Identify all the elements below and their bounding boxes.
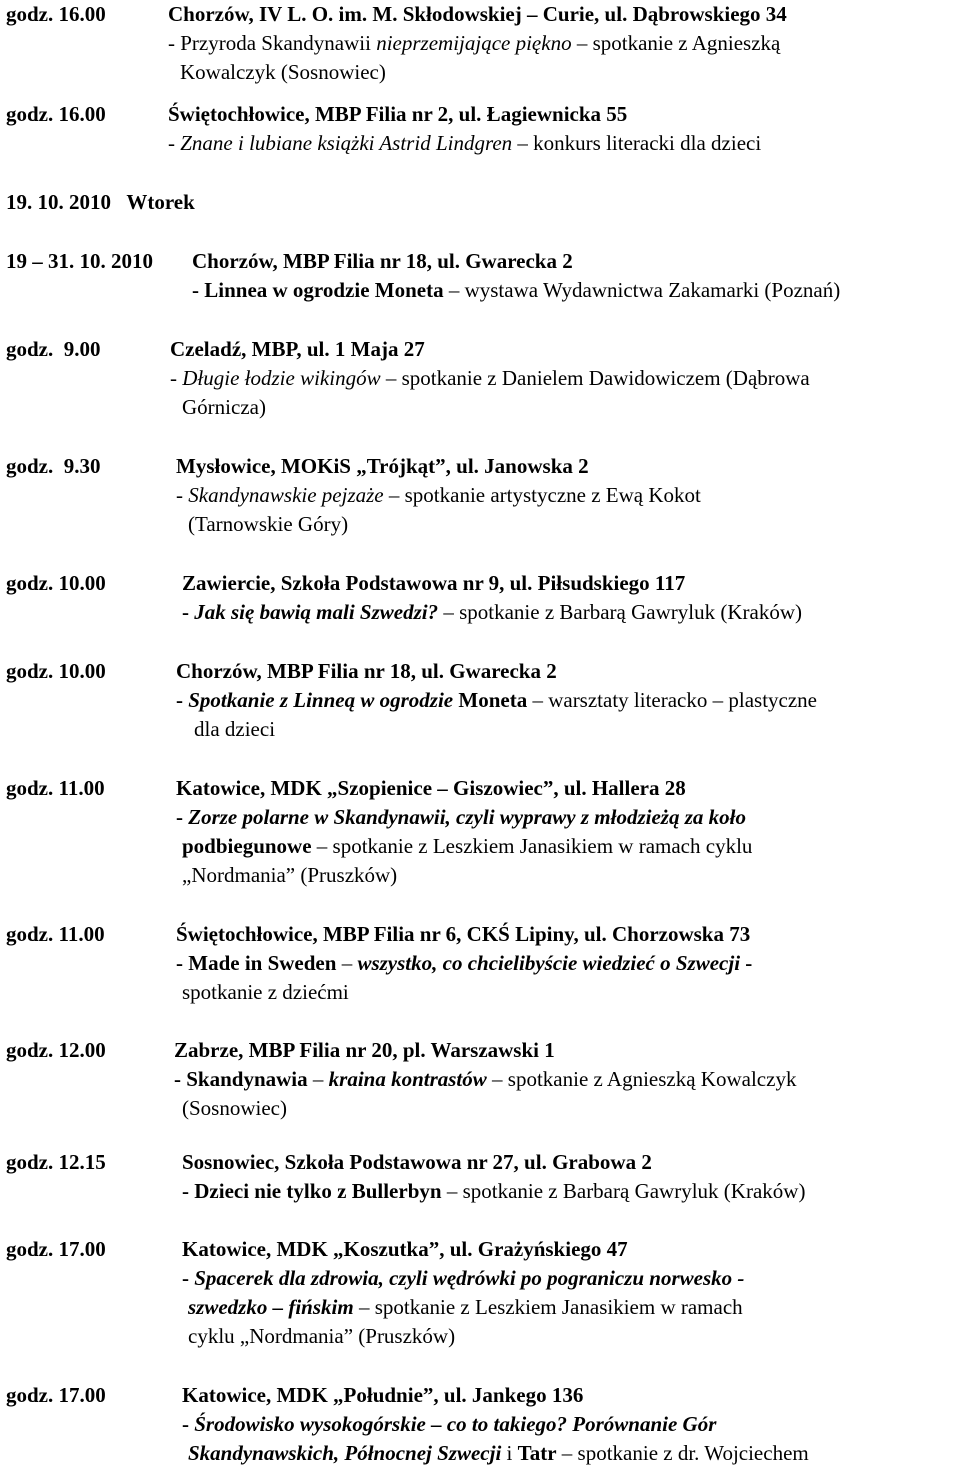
event-description: - Przyroda Skandynawii nieprzemijające piękno – spotkanie z Agnieszką [168, 31, 781, 55]
event-description: - Spacerek dla zdrowia, czyli wędrówki po pograniczu norwesko - [182, 1266, 745, 1290]
event-content [182, 1235, 956, 1351]
event-content [176, 657, 956, 744]
event-description-cont: Skandynawskich, Północnej Szwecji i Tatr – spotkanie z dr. Wojciechem [188, 1441, 809, 1465]
event-description-cont: cyklu „Nordmania” (Pruszków) [188, 1324, 456, 1348]
event-title: Środowisko wysokogórskie – co to takiego? Porównanie Gór [194, 1412, 717, 1436]
event-location: Zawiercie, Szkoła Podstawowa nr 9, ul. Piłsudskiego 117 [182, 571, 686, 595]
event-description: - Znane i lubiane książki Astrid Lindgren – konkurs literacki dla dzieci [168, 131, 762, 155]
event-title: nieprzemijające piękno [376, 31, 572, 55]
event-description: - Środowisko wysokogórskie – co to takiego? Porównanie Gór [182, 1412, 717, 1436]
event-location: Katowice, MDK „Południe”, ul. Jankego 136 [182, 1383, 584, 1407]
event-description: - Jak się bawią mali Szwedzi? – spotkanie z Barbarą Gawryluk (Kraków) [182, 600, 802, 624]
event-location: Sosnowiec, Szkoła Podstawowa nr 27, ul. Grabowa 2 [182, 1150, 652, 1174]
event-location: Świętochłowice, MBP Filia nr 6, CKŚ Lipiny, ul. Chorzowska 73 [176, 922, 751, 946]
event-time: godz. 16.00 [6, 2, 106, 26]
event-content [192, 247, 956, 305]
event-description-cont: (Tarnowskie Góry) [188, 512, 349, 536]
event-description: - Długie łodzie wikingów – spotkanie z Danielem Dawidowiczem (Dąbrowa [170, 366, 810, 390]
event-location: Świętochłowice, MBP Filia nr 2, ul. Łagiewnicka 55 [168, 102, 628, 126]
event-time: godz. 9.30 [6, 454, 101, 478]
event-description: - Skandynawia – kraina kontrastów – spotkanie z Agnieszką Kowalczyk [174, 1067, 797, 1091]
event-time: godz. 17.00 [6, 1237, 106, 1261]
event-description-cont: szwedzko – fińskim – spotkanie z Leszkiem Janasikiem w ramach [188, 1295, 743, 1319]
event-description-cont: dla dzieci [194, 717, 276, 741]
event-title: - Dzieci nie tylko z Bullerbyn [182, 1179, 442, 1203]
event-description-cont: „Nordmania” (Pruszków) [182, 863, 398, 887]
event-time: godz. 10.00 [6, 571, 106, 595]
event-content [176, 774, 956, 890]
event-time: godz. 11.00 [6, 922, 105, 946]
event-description-cont: podbiegunowe – spotkanie z Leszkiem Janasikiem w ramach cyklu [182, 834, 753, 858]
event-content [168, 0, 956, 87]
event-location: Chorzów, MBP Filia nr 18, ul. Gwarecka 2 [192, 249, 573, 273]
event-title: Spotkanie z Linneą w ogrodzie [188, 688, 454, 712]
event-time: godz. 12.15 [6, 1150, 106, 1174]
date-header: 19. 10. 2010 Wtorek [6, 190, 195, 214]
event-time: godz. 9.00 [6, 337, 101, 361]
event-title: Znane i lubiane książki Astrid Lindgren [180, 131, 513, 155]
event-location: Czeladź, MBP, ul. 1 Maja 27 [170, 337, 425, 361]
event-description: - Linnea w ogrodzie Moneta – wystawa Wydawnictwa Zakamarki (Poznań) [192, 278, 841, 302]
event-time: godz. 12.00 [6, 1038, 106, 1062]
event-location: Zabrze, MBP Filia nr 20, pl. Warszawski 1 [174, 1038, 555, 1062]
event-content [182, 569, 956, 627]
event-location: Mysłowice, MOKiS „Trójkąt”, ul. Janowska 2 [176, 454, 589, 478]
event-content [170, 335, 956, 422]
event-location: Katowice, MDK „Koszutka”, ul. Grażyńskiego 47 [182, 1237, 628, 1261]
event-time: godz. 16.00 [6, 102, 106, 126]
event-location: Chorzów, MBP Filia nr 18, ul. Gwarecka 2 [176, 659, 557, 683]
event-content [182, 1148, 956, 1206]
event-title: Długie łodzie wikingów [182, 366, 381, 390]
event-time: 19 – 31. 10. 2010 [6, 249, 153, 273]
event-time: godz. 11.00 [6, 776, 105, 800]
event-content [182, 1381, 956, 1468]
event-title: kraina kontrastów [328, 1067, 487, 1091]
event-time: godz. 17.00 [6, 1383, 106, 1407]
event-description: - Made in Sweden – wszystko, co chcielibyście wiedzieć o Szwecji - [176, 951, 753, 975]
event-description: - Zorze polarne w Skandynawii, czyli wyprawy z młodzieżą za koło [176, 805, 746, 829]
event-description: - Spotkanie z Linneą w ogrodzie Moneta – warsztaty literacko – plastyczne [176, 688, 817, 712]
event-location: Chorzów, IV L. O. im. M. Skłodowskiej – Curie, ul. Dąbrowskiego 34 [168, 2, 787, 26]
event-description-cont: Kowalczyk (Sosnowiec) [180, 60, 386, 84]
event-title: Skandynawskie pejzaże [188, 483, 384, 507]
event-description-cont: Górnicza) [182, 395, 266, 419]
event-description-cont: spotkanie z dziećmi [182, 980, 349, 1004]
event-description: - Skandynawskie pejzaże – spotkanie artystyczne z Ewą Kokot [176, 483, 701, 507]
event-title: Spacerek dla zdrowia, czyli wędrówki po pograniczu norwesko - [194, 1266, 745, 1290]
event-content [176, 452, 956, 539]
event-title: - Linnea w ogrodzie Moneta [192, 278, 444, 302]
event-description-cont: (Sosnowiec) [182, 1096, 287, 1120]
event-content [174, 1036, 956, 1123]
event-title: Zorze polarne w Skandynawii, czyli wyprawy z młodzieżą za koło [188, 805, 746, 829]
event-title: Jak się bawią mali Szwedzi? [194, 600, 439, 624]
event-content [176, 920, 956, 1007]
event-content [168, 100, 956, 158]
event-description: - Dzieci nie tylko z Bullerbyn – spotkanie z Barbarą Gawryluk (Kraków) [182, 1179, 806, 1203]
event-location: Katowice, MDK „Szopienice – Giszowiec”, ul. Hallera 28 [176, 776, 686, 800]
event-title: wszystko, co chcielibyście wiedzieć o Szwecji [357, 951, 741, 975]
event-time: godz. 10.00 [6, 659, 106, 683]
